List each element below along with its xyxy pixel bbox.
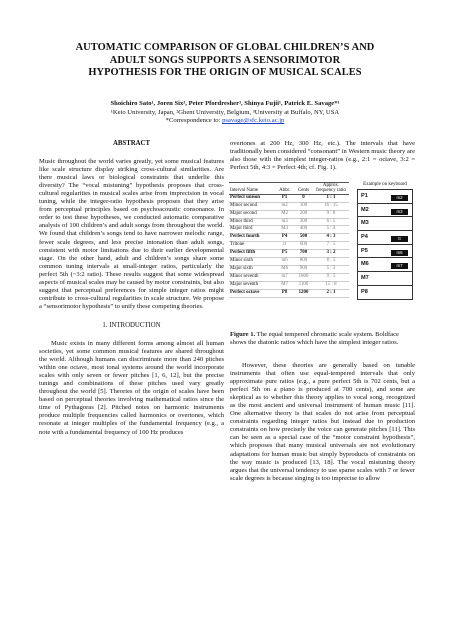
- interval-ratio: 5 : 4: [313, 226, 349, 234]
- correspondence-email-link[interactable]: psavage@sfc.keio.ac.jp: [222, 117, 285, 125]
- interval-ratio: 6 : 5: [313, 218, 349, 226]
- interval-table: [229, 182, 349, 298]
- interval-cents: 1100: [294, 281, 313, 289]
- black-key-label: tt: [391, 236, 408, 242]
- figure-1: [229, 182, 415, 346]
- interval-cents: 400: [294, 226, 313, 234]
- interval-name: Perfect unison: [229, 194, 275, 202]
- interval-row: [229, 281, 349, 289]
- interval-ratio: 4 : 3: [313, 234, 349, 242]
- keyboard-key: [357, 244, 413, 258]
- interval-abbr: P8: [275, 289, 294, 297]
- paper-title: [30, 42, 420, 80]
- interval-cents: 1000: [294, 273, 313, 281]
- interval-ratio: 7 : 5: [313, 242, 349, 250]
- abstract-heading: ABSTRACT: [112, 140, 150, 147]
- interval-ratio: 16 : 15: [313, 202, 349, 210]
- keyboard-key: [357, 285, 413, 300]
- interval-name: Major third: [229, 226, 275, 234]
- interval-cents: 1200: [294, 289, 313, 297]
- interval-ratio: 9 : 8: [313, 210, 349, 218]
- interval-name: Perfect fourth: [229, 234, 275, 242]
- interval-row: [229, 273, 349, 281]
- interval-name: Perfect fifth: [229, 250, 275, 258]
- interval-row: [229, 210, 349, 218]
- interval-abbr: M7: [275, 281, 294, 289]
- interval-abbr: tt: [275, 242, 294, 250]
- black-key-label: m6: [391, 250, 408, 256]
- interval-cents: 100: [294, 202, 313, 210]
- interval-abbr: P5: [275, 250, 294, 258]
- author-block: [30, 100, 420, 126]
- right-top-text: overtones at 200 Hz, 300 Hz, etc.). The intervals that have traditionally been considered “consonant” in Western music theory are also those with the simplest integer-ratios (e.g., 2:1 = octave, 3:2 = Perfect 5th, 4:3 = Perfect 4th; cf. Fig. 1).: [230, 140, 415, 172]
- interval-name: Minor third: [229, 218, 275, 226]
- abstract-text: Music throughout the world varies greatly, yet some musical features like scale structure display striking cross-cultural similarities. Are there musical laws or biological constraints that underlie this diversity? The “vocal mistuning” hypothesis proposes that cross-cultural regularities in musical scales arise from imprecision in vocal tuning, while the integer-ratio hypothesis proposes that they arise from perceptual principles based on psychoacoustic consonance. In order to test these hypotheses, we conducted automatic comparative analysis of 100 children’s and adult songs from throughout the world. We found that children’s songs tend to have narrower melodic range, fewer scale degrees, and less precise intonation than adult songs, consistent with motor limitations due to their earlier developmental stage. On the other hand, adult and children’s songs share some common tuning intervals at small-integer ratios, particularly the perfect 5th (~3:2 ratio). These results suggest that some widespread aspects of musical scales may be caused by motor constraints, but also suggest that perceptual preferences for simple integer ratios might contribute to cross-cultural regularities in scale structure. We propose a “sensorimotor hypothesis” to unify these competing theories.: [39, 158, 224, 310]
- caption-text: The equal tempered chromatic scale system. Boldface shows the diatonic ratios which have the simplest integer ratios.: [230, 331, 399, 347]
- keyboard-key: [357, 216, 413, 230]
- interval-cents: 500: [294, 234, 313, 242]
- black-key-label: m3: [391, 209, 408, 215]
- introduction-heading: 1. INTRODUCTION: [102, 321, 161, 329]
- interval-cents: 300: [294, 218, 313, 226]
- interval-abbr: M3: [275, 226, 294, 234]
- interval-name: Minor second: [229, 202, 275, 210]
- interval-abbr: m7: [275, 273, 294, 281]
- title-line-3: HYPOTHESIS FOR THE ORIGIN OF MUSICAL SCALES: [88, 67, 362, 79]
- keyboard-key: [357, 257, 413, 271]
- interval-ratio: 8 : 5: [313, 258, 349, 266]
- keyboard-key: [357, 230, 413, 244]
- interval-cents: 700: [294, 250, 313, 258]
- interval-abbr: P1: [275, 194, 294, 202]
- interval-row: [229, 218, 349, 226]
- interval-ratio: 3 : 2: [313, 250, 349, 258]
- interval-abbr: M2: [275, 210, 294, 218]
- white-key-label: M2: [361, 206, 369, 213]
- white-key-label: M3: [361, 220, 369, 227]
- header-cents: Cents: [294, 183, 313, 195]
- author-names: Shoichiro Sato¹, Joren Six², Peter Pfordresher³, Shinya Fujii¹, Patrick E. Savage*¹: [110, 100, 340, 107]
- interval-abbr: m2: [275, 202, 294, 210]
- white-key-label: P5: [361, 247, 368, 254]
- interval-cents: 200: [294, 210, 313, 218]
- interval-ratio: 9 : 5: [313, 273, 349, 281]
- interval-name: Minor sixth: [229, 258, 275, 266]
- title-line-1: AUTOMATIC COMPARISON OF GLOBAL CHILDREN’S AND: [75, 42, 375, 53]
- title-line-2: ADULT SONGS SUPPORTS A SENSORIMOTOR: [109, 54, 341, 66]
- white-key-label: P1: [361, 193, 368, 199]
- figure-caption: [230, 331, 416, 347]
- correspondence: [30, 117, 420, 126]
- white-key-label: M7: [361, 275, 369, 282]
- header-abbr: Abbr.: [275, 183, 294, 195]
- right-column-body: [230, 362, 415, 483]
- interval-row: [229, 258, 349, 266]
- interval-name: Major second: [229, 210, 275, 218]
- interval-ratio: 15 : 8: [313, 281, 349, 289]
- keyboard-key: [357, 271, 413, 285]
- interval-abbr: M6: [275, 265, 294, 273]
- interval-ratio: 2 : 1: [313, 289, 349, 297]
- white-key-label: P8: [361, 288, 368, 295]
- interval-row: [229, 250, 349, 258]
- interval-row: [229, 202, 349, 210]
- interval-cents: 800: [294, 258, 313, 266]
- interval-name: Major seventh: [229, 281, 275, 289]
- interval-abbr: m6: [275, 258, 294, 266]
- keyboard-key: [357, 203, 413, 217]
- interval-cents: 600: [294, 242, 313, 250]
- header-ratio: Approx. frequency ratio: [313, 183, 349, 195]
- correspondence-label: *Correspondence to:: [165, 117, 221, 125]
- black-key-label: m7: [391, 263, 408, 269]
- caption-label: Figure 1.: [230, 331, 256, 338]
- interval-row: [229, 289, 349, 297]
- interval-abbr: P4: [275, 234, 294, 242]
- interval-row: [229, 242, 349, 250]
- introduction-text: Music exists in many different forms among almost all human societies, yet some common musical features are shared throughout the world. Although humans can discriminate more than 240 pitches within one octave, most tonal systems around the world incorporate scales with only seven or fewer pitches [1, 6, 12], but the precise tunings and combinations of these pitches used vary greatly throughout the world [5]. Theories of the origin of scales have been based on perceptual theories involving mathematical ratios since the time of Pythagoras [2]. Pitched notes on harmonic instruments produce multiple frequencies called harmonics or overtones, which resonate at integer multiples of the fundamental frequency (e.g., a note with a fundamental frequency of 100 Hz produces: [39, 339, 224, 436]
- interval-ratio: 5 : 3: [313, 265, 349, 273]
- header-keyboard: Example on keyboard: [363, 182, 407, 187]
- interval-name: Minor seventh: [229, 273, 275, 281]
- interval-name: Tritone: [229, 242, 275, 250]
- interval-table-header: [229, 183, 349, 195]
- white-key-label: M6: [361, 261, 369, 268]
- interval-row: [229, 226, 349, 234]
- white-key-label: P4: [361, 234, 368, 241]
- right-body-text: However, these theories are generally based on tunable instruments that often use equal-tempered intervals that only approximate pure ratios (e.g., a pure perfect 5th is 702 cents, but a perfect 5th on a piano is produced at 700 cents), and some are skeptical as to whether this theory applies to vocal song, recognized as the most ancient and universal instrument of human music [11]. One alternative theory is that scales do not arise from perceptual constraints regarding integer ratios but instead due to production constraints on how precisely the voice can generate pitches [11]. This can be seen as a special case of the “motor constraint hypothesis”, which proposes that many musical universals are not evolutionary adaptations for human music but simply byproducts of constraints on the way music is produced [13, 18]. The vocal mistuning theory argues that the universal tendency to use sparse scales with 7 or fewer scale degrees is because singing is too imprecise to allow: [230, 362, 415, 482]
- header-interval-name: Interval Name: [229, 183, 275, 195]
- interval-ratio: 1 : 1: [313, 194, 349, 202]
- interval-row: [229, 234, 349, 242]
- interval-cents: 0: [294, 194, 313, 202]
- keyboard-diagram: [357, 182, 413, 300]
- interval-abbr: m3: [275, 218, 294, 226]
- black-key-label: m2: [391, 195, 408, 201]
- keyboard-key: [357, 189, 413, 203]
- affiliations: ¹Keio University, Japan, ²Ghent University, Belgium, ³University at Buffalo, NY, USA: [110, 108, 340, 116]
- interval-row: [229, 194, 349, 202]
- right-column-top: [230, 140, 415, 172]
- interval-name: Major sixth: [229, 265, 275, 273]
- left-column: [39, 140, 224, 437]
- interval-name: Perfect octave: [229, 289, 275, 297]
- interval-row: [229, 265, 349, 273]
- interval-cents: 900: [294, 265, 313, 273]
